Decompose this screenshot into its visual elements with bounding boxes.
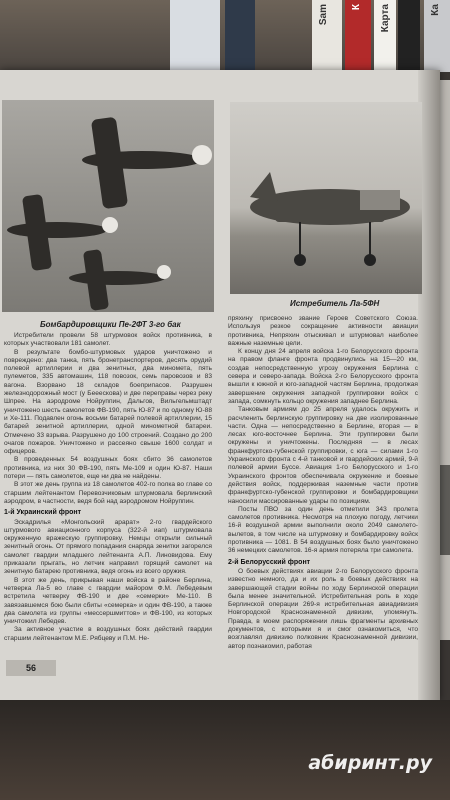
- bombers-illustration: [2, 100, 214, 312]
- spine-label: Ка: [430, 4, 441, 16]
- bookshelf-background: [0, 0, 450, 72]
- fighter-illustration: [230, 102, 422, 294]
- section-heading: 2-й Белорусский фронт: [228, 558, 311, 566]
- photo-caption-right: Истребитель Ла-5ФН: [290, 299, 380, 308]
- paragraph: В этот же день группа из 18 самолетов 402-го полка во главе со старшим лейтенантом Перевозчиковым штурмовала берлинский аэродром, в частности, ведя бой над аэродромом Нойруппин.: [4, 481, 212, 505]
- book-page: [0, 70, 440, 700]
- paragraph: В результате бомбо-штурмовых ударов уничтожено и повреждено: два танка, пять бронетранспортеров, десять орудий полевой артиллерии и два зенитных, два миномета, пять пулеметов, 335 автомашин, 118 повозок, семь паровозов и 83 вагона. Взорвано 18 складов боеприпасов. Разрушен железнодорожный мост (у Бееескова) и две переправы через реку Шпрее. На аэродроме Нойруппин, Дальгов, Вильгельмштадт уничтожено шесть самолетов ФВ-190, пять Ю-87 и по одному Ю-88 и Хе-111. Подавлен огонь восьми батарей полевой артиллерии, 15 батарей зенитной артиллерии, одной минометной батареи. Отмечено 33 взрыва. Разрушено до 100 строений. Создано до 200 очагов пожаров. Уничтожено и рассеяно свыше 1600 солдат и офицеров.: [4, 348, 212, 456]
- paragraph: К концу дня 24 апреля войска 1-го Белорусского фронта на правом фланге фронта продвинулись на 15—20 км, создав непосредственную угрозу окружения Берлина с севера и северо-запада. Войска 2-го Белорусского фронта вышли к южной и юго-западной частям Берлина, продолжая завершение окружения западной группировки войск с запада, сомкнуть кольцо окружения западнее Берлина.: [228, 348, 418, 405]
- paragraph: Посты ПВО за один день отметили 343 пролета самолетов противника. Несмотря на плохую погоду, летчики 16-й воздушной армии выполнили около 2049 самолето-вылетов, в том числе на штурмовку и бомбардировку войск противника — 1081. В 54 воздушных боях было уничтожено 36 немецких самолетов. 16-я армия потеряла три самолета.: [228, 505, 418, 555]
- book-spine: [374, 0, 396, 72]
- section-heading: 1-й Украинский фронт: [4, 509, 82, 517]
- spine-label: К: [351, 4, 362, 11]
- photo-fighter: [230, 102, 422, 294]
- paragraph: Танковым армиям до 25 апреля удалось окружить и расчленить берлинскую группировку на две изолированные части. Одна — непосредственно в Берлине, вторая — в лесах юго-восточнее Берлина. Эти группировки были окружены и уничтожены. Последняя — в лесах франкфуртско-губенской группировки, с юга — силами 1-го Украинского фронта с 4-й танковой и гвардейских армий, 9-й полевой армии Буссе. Авиация 1-го Белорусского и 1-го Украинского фронтов обеспечивала окружение и боевые действия войск, поддерживая наземные части против франкфуртско-губенской группировки и бомбардировщики наносили массированные удары по позициям.: [228, 406, 418, 505]
- watermark: абиринт.ру: [308, 752, 432, 774]
- book-spine: [398, 0, 420, 72]
- paragraph: В проведенных 54 воздушных боях сбито 36 самолетов противника, из них 30 ФВ-190, пять Ме-109 и один Ю-87. Наши потери — пять самолетов, еще ни два не найдены.: [4, 456, 212, 481]
- paragraph: В этот же день, прикрывая наши войска в районе Берлина, четверка Ла-5 во главе с гвардии майором Ф.М. Лебедевым встретила четверку ФВ-190 и две «семерки» Ме-110. В завязавшемся бою были сбиты «семерка» и один ФВ-190, а также два самолета из группы «мессершмиттов» и ФВ-190, из которых уничтожил Лебедев.: [4, 576, 212, 626]
- book-spine: [225, 0, 255, 72]
- paragraph: За активное участие в воздушных боях действий гвардии старшим лейтенантом М.Е. Рябцеву и П.М. Не-: [4, 626, 212, 642]
- book-spine: [345, 0, 371, 72]
- text-column-right: [228, 315, 418, 651]
- photo-bombers: [2, 100, 214, 312]
- spine-label: Карта: [380, 4, 391, 33]
- text-column-left: [4, 332, 212, 643]
- book-spine: [312, 0, 342, 72]
- book-spine: [170, 0, 220, 72]
- paragraph: Истребители провели 58 штурмовок войск противника, в которых участвовали 181 самолет.: [4, 332, 212, 348]
- paragraph: пряхину присвоено звание Героев Советского Союза. Используя резкое сокращение активности авиации противника, Непряхин отыскивал и штурмовал наиболее важные наземные цели.: [228, 315, 418, 347]
- book-spine: [424, 0, 450, 72]
- photo-caption-left: Бомбардировщики Пе-2ФТ 3-го бак: [40, 320, 181, 329]
- paragraph: О боевых действиях авиации 2-го Белорусского фронта известно немного, да и их роль в боевых действиях на завершающей стадии войны по ходу Берлинской операции была менее значительной. Истребительная роль в ходе Берлинской операции 269-я истребительная авиадивизия Новгородской Краснознаменной дивизии, упомянуть. Правда, в моем распоряжении лишь фрагменты архивных документов, с которыми я и смог ознакомиться, что возглавлял дивизию полковник Краснознаменной дивизии, автор познакомил, работая: [228, 567, 418, 650]
- paragraph: Эскадрилья «Монгольский арарат» 2-го гвардейского штурмового авиационного корпуса (322-й иап) штурмовала окруженную вражескую группировку. Немцы открыли сильный зенитный огонь. От прямого попадания снаряда зенитки загорелся самолет гвардии младшего лейтенанта А.П. Линовидова. Ему приказали прыгать, но летчик направил горящий самолет на зенитную батарею противника, ведя огонь из всего оружия.: [4, 518, 212, 576]
- desk-background: [0, 700, 450, 800]
- spine-label: Sam: [318, 4, 329, 26]
- page-number: 56: [6, 660, 56, 676]
